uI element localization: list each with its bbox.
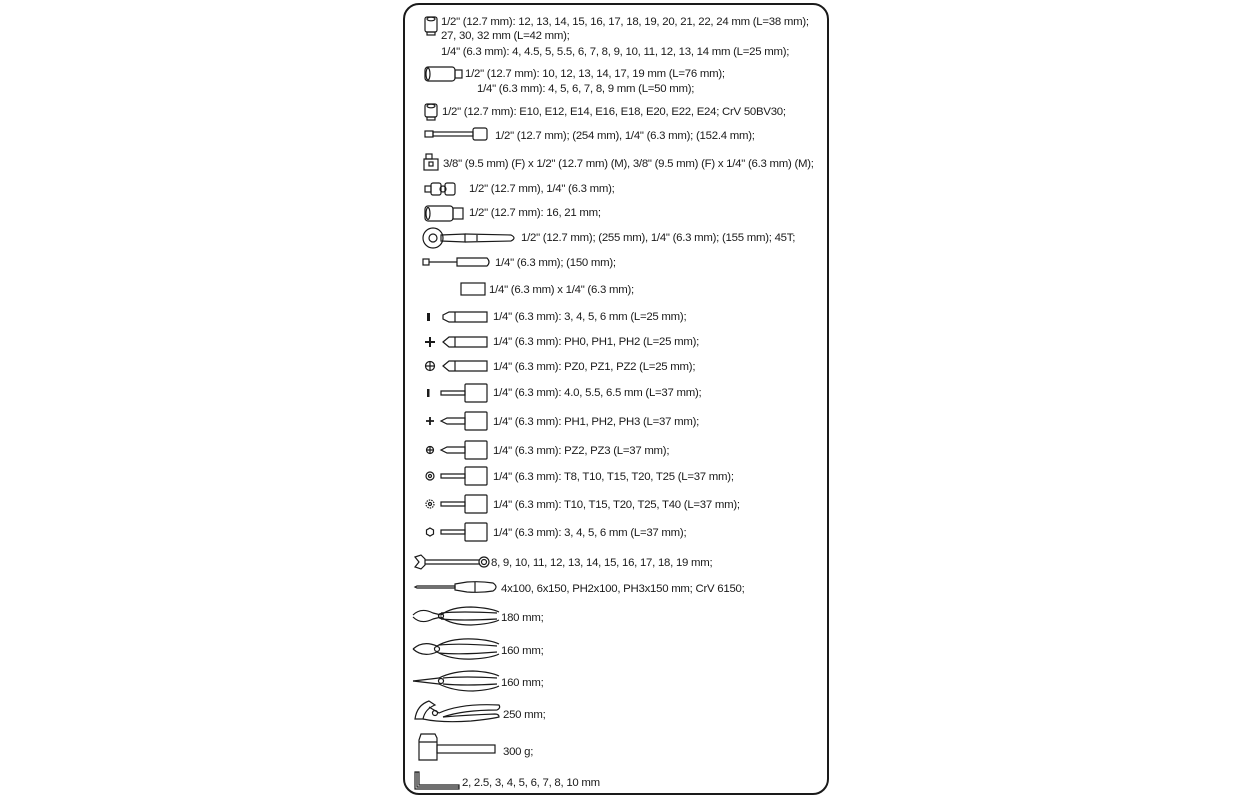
spinner-handle-icon [421,255,493,269]
short-socket-icon [423,15,439,37]
torx-socket-icon [423,102,439,122]
item-11-line-1: 1/4" (6.3 mm): 3, 4, 5, 6 mm (L=25 mm); [493,311,687,323]
item-23-line-1: 160 mm; [501,645,544,657]
item-6-line-1: 1/2" (12.7 mm), 1/4" (6.3 mm); [469,183,615,195]
item-3-line-1: 1/2" (12.7 mm): E10, E12, E14, E16, E18, E20, E22, E24; CrV 50BV30; [442,106,786,118]
screwdriver-icon [413,579,499,595]
water-pump-pliers-icon [411,697,503,727]
bit-adapter-icon [459,281,487,297]
torx-tamper-bit-socket-icon [425,493,491,515]
item-20-line-1: 8, 9, 10, 11, 12, 13, 14, 15, 16, 17, 18, 19 mm; [491,557,713,569]
item-15-line-1: 1/4" (6.3 mm): PH1, PH2, PH3 (L=37 mm); [493,416,700,428]
flat-bit-icon [425,308,491,326]
item-19-line-1: 1/4" (6.3 mm): 3, 4, 5, 6 mm (L=37 mm); [493,527,687,539]
extension-bar-icon [423,126,489,142]
item-1-line-2: 27, 30, 32 mm (L=42 mm); [441,30,570,42]
item-9-line-1: 1/4" (6.3 mm); (150 mm); [495,257,616,269]
flat-bit-socket-icon [425,382,491,404]
item-13-line-1: 1/4" (6.3 mm): PZ0, PZ1, PZ2 (L=25 mm); [493,361,696,373]
item-1-line-3: 1/4" (6.3 mm): 4, 4.5, 5, 5.5, 6, 7, 8, 9, 10, 11, 12, 13, 14 mm (L=25 mm); [441,46,790,58]
pozidriv-bit-icon [425,357,491,375]
phillips-bit-socket-icon [425,410,491,432]
item-17-line-1: 1/4" (6.3 mm): T8, T10, T15, T20, T25 (L=37 mm); [493,471,734,483]
item-2-line-2: 1/4" (6.3 mm): 4, 5, 6, 7, 8, 9 mm (L=50 mm); [477,83,695,95]
torx-bit-socket-icon [425,465,491,487]
hex-key-icon [411,769,463,793]
item-4-line-1: 1/2" (12.7 mm); (254 mm), 1/4" (6.3 mm); (152.4 mm); [495,130,755,142]
deep-socket-icon [423,65,465,83]
hammer-icon [415,730,497,764]
item-24-line-1: 160 mm; [501,677,544,689]
side-cutter-pliers-icon [411,636,501,662]
combination-pliers-icon [411,603,501,631]
tool-set-contents-panel [403,3,829,795]
item-16-line-1: 1/4" (6.3 mm): PZ2, PZ3 (L=37 mm); [493,445,670,457]
item-2-line-1: 1/2" (12.7 mm): 10, 12, 13, 14, 17, 19 mm (L=76 mm); [465,68,725,80]
item-10-line-1: 1/4" (6.3 mm) x 1/4" (6.3 mm); [489,284,634,296]
item-21-line-1: 4x100, 6x150, PH2x100, PH3x150 mm; CrV 6150; [501,583,745,595]
universal-joint-icon [423,180,463,198]
item-26-line-1: 300 g; [503,746,534,758]
phillips-bit-icon [425,333,491,351]
spark-plug-socket-icon [423,204,469,224]
adapter-icon [423,152,441,172]
hex-bit-socket-icon [425,521,491,543]
item-18-line-1: 1/4" (6.3 mm): T10, T15, T20, T25, T40 (L=37 mm); [493,499,740,511]
combination-wrench-icon [413,553,491,571]
item-22-line-1: 180 mm; [501,612,544,624]
ratchet-icon [421,226,521,250]
item-1-line-1: 1/2" (12.7 mm): 12, 13, 14, 15, 16, 17, 18, 19, 20, 21, 22, 24 mm (L=38 mm); [441,16,809,28]
item-8-line-1: 1/2" (12.7 mm); (255 mm), 1/4" (6.3 mm); (155 mm); 45T; [521,232,796,244]
item-5-line-1: 3/8" (9.5 mm) (F) x 1/2" (12.7 mm) (M), 3/8" (9.5 mm) (F) x 1/4" (6.3 mm) (M); [443,158,814,170]
long-nose-pliers-icon [411,668,501,694]
item-14-line-1: 1/4" (6.3 mm): 4.0, 5.5, 6.5 mm (L=37 mm); [493,387,702,399]
pozidriv-bit-socket-icon [425,439,491,461]
item-25-line-1: 250 mm; [503,709,546,721]
item-27-line-1: 2, 2.5, 3, 4, 5, 6, 7, 8, 10 mm [462,777,600,789]
item-12-line-1: 1/4" (6.3 mm): PH0, PH1, PH2 (L=25 mm); [493,336,700,348]
item-7-line-1: 1/2" (12.7 mm): 16, 21 mm; [469,207,601,219]
